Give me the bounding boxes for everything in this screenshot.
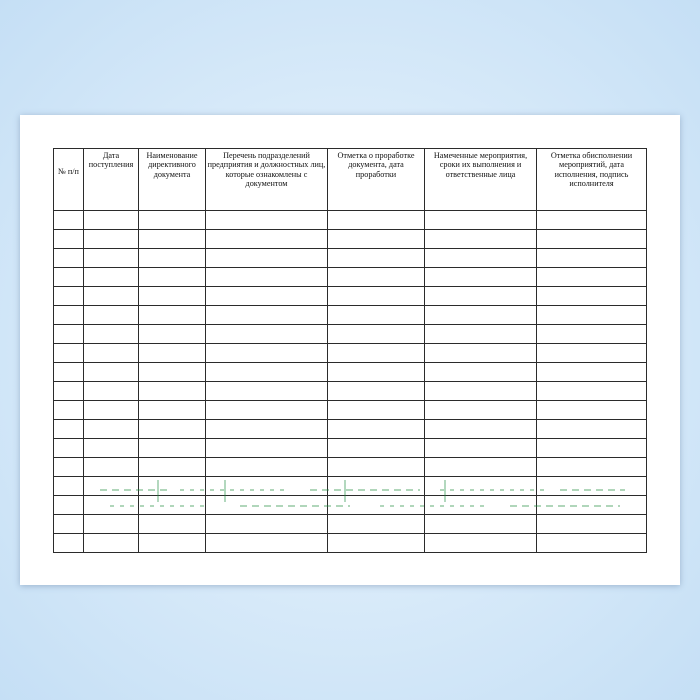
table-cell: [425, 211, 537, 230]
table-cell: [537, 439, 647, 458]
table-cell: [425, 344, 537, 363]
table-cell: [425, 515, 537, 534]
table-cell: [537, 534, 647, 553]
table-cell: [54, 230, 84, 249]
table-cell: [84, 268, 139, 287]
table-cell: [54, 287, 84, 306]
table-row: [54, 344, 647, 363]
table-cell: [54, 211, 84, 230]
table-cell: [139, 344, 206, 363]
table-cell: [206, 325, 328, 344]
table-cell: [139, 477, 206, 496]
table-cell: [139, 401, 206, 420]
table-cell: [84, 363, 139, 382]
table-cell: [328, 496, 425, 515]
table-cell: [84, 401, 139, 420]
table-cell: [328, 420, 425, 439]
table-cell: [206, 344, 328, 363]
table-cell: [425, 287, 537, 306]
table-cell: [206, 287, 328, 306]
table-cell: [84, 306, 139, 325]
table-row: [54, 439, 647, 458]
table-cell: [206, 477, 328, 496]
table-cell: [139, 230, 206, 249]
table-cell: [54, 382, 84, 401]
table-cell: [84, 382, 139, 401]
journal-body: [54, 211, 647, 553]
table-cell: [537, 211, 647, 230]
col-header-review-mark: Отметка о проработке документа, дата проработки: [328, 149, 425, 211]
table-cell: [139, 420, 206, 439]
table-cell: [425, 439, 537, 458]
table-row: [54, 458, 647, 477]
table-cell: [206, 306, 328, 325]
table-cell: [54, 534, 84, 553]
table-cell: [139, 287, 206, 306]
col-header-document-name: Наименование директивного документа: [139, 149, 206, 211]
table-cell: [328, 515, 425, 534]
table-cell: [206, 268, 328, 287]
table-cell: [84, 496, 139, 515]
table-cell: [328, 287, 425, 306]
table-row: [54, 268, 647, 287]
table-cell: [139, 496, 206, 515]
journal-table: [53, 148, 647, 553]
table-cell: [206, 401, 328, 420]
table-cell: [84, 420, 139, 439]
table-cell: [206, 496, 328, 515]
table-cell: [206, 211, 328, 230]
table-cell: [139, 363, 206, 382]
table-row: [54, 249, 647, 268]
table-cell: [206, 439, 328, 458]
table-row: [54, 477, 647, 496]
table-cell: [328, 534, 425, 553]
table-cell: [425, 325, 537, 344]
table-cell: [425, 401, 537, 420]
table-cell: [425, 268, 537, 287]
table-row: [54, 515, 647, 534]
table-cell: [139, 515, 206, 534]
table-cell: [328, 249, 425, 268]
table-cell: [84, 249, 139, 268]
table-cell: [84, 211, 139, 230]
table-row: [54, 534, 647, 553]
table-cell: [139, 268, 206, 287]
table-cell: [54, 420, 84, 439]
col-header-execution-mark: Отметка обисполнении мероприятий, дата исполнения, подпись исполнителя: [537, 149, 647, 211]
table-cell: [537, 496, 647, 515]
table-cell: [54, 515, 84, 534]
table-cell: [54, 249, 84, 268]
table-cell: [206, 382, 328, 401]
table-cell: [328, 477, 425, 496]
table-cell: [54, 363, 84, 382]
table-cell: [537, 477, 647, 496]
table-cell: [425, 306, 537, 325]
table-row: [54, 382, 647, 401]
table-cell: [537, 325, 647, 344]
table-cell: [54, 325, 84, 344]
table-cell: [537, 249, 647, 268]
table-cell: [206, 363, 328, 382]
table-cell: [537, 382, 647, 401]
table-cell: [139, 306, 206, 325]
table-cell: [537, 306, 647, 325]
table-cell: [84, 477, 139, 496]
table-cell: [139, 211, 206, 230]
table-cell: [54, 439, 84, 458]
table-row: [54, 401, 647, 420]
table-cell: [84, 344, 139, 363]
table-cell: [425, 363, 537, 382]
table-cell: [54, 458, 84, 477]
table-cell: [328, 382, 425, 401]
table-cell: [54, 344, 84, 363]
table-cell: [537, 230, 647, 249]
table-cell: [537, 401, 647, 420]
table-cell: [206, 515, 328, 534]
table-cell: [425, 230, 537, 249]
table-cell: [206, 420, 328, 439]
col-header-planned-measures: Намеченные мероприятия, сроки их выполнения и ответственные лица: [425, 149, 537, 211]
table-cell: [54, 401, 84, 420]
table-cell: [139, 439, 206, 458]
col-header-departments: Перечень подразделений предприятия и должностных лиц, которые ознакомлены с документом: [206, 149, 328, 211]
table-cell: [54, 268, 84, 287]
table-cell: [328, 268, 425, 287]
table-cell: [84, 534, 139, 553]
table-cell: [328, 401, 425, 420]
table-row: [54, 230, 647, 249]
table-row: [54, 496, 647, 515]
table-cell: [206, 458, 328, 477]
table-row: [54, 211, 647, 230]
table-cell: [54, 306, 84, 325]
table-cell: [425, 534, 537, 553]
table-cell: [425, 477, 537, 496]
table-cell: [328, 211, 425, 230]
document-sheet: [20, 115, 680, 585]
table-cell: [84, 230, 139, 249]
table-cell: [206, 230, 328, 249]
table-cell: [537, 420, 647, 439]
table-cell: [328, 230, 425, 249]
header-row: [54, 149, 647, 211]
table-cell: [84, 458, 139, 477]
table-cell: [537, 268, 647, 287]
col-header-number: № п/п: [54, 149, 84, 211]
table-cell: [328, 344, 425, 363]
table-cell: [139, 458, 206, 477]
table-cell: [537, 515, 647, 534]
table-cell: [206, 534, 328, 553]
table-cell: [537, 344, 647, 363]
table-cell: [425, 249, 537, 268]
table-cell: [537, 363, 647, 382]
table-cell: [139, 325, 206, 344]
table-cell: [328, 363, 425, 382]
table-cell: [537, 458, 647, 477]
table-row: [54, 287, 647, 306]
table-cell: [425, 458, 537, 477]
table-cell: [139, 382, 206, 401]
table-row: [54, 363, 647, 382]
table-cell: [84, 439, 139, 458]
table-cell: [328, 458, 425, 477]
table-cell: [84, 287, 139, 306]
table-cell: [139, 249, 206, 268]
table-row: [54, 420, 647, 439]
table-cell: [54, 496, 84, 515]
table-cell: [139, 534, 206, 553]
table-cell: [328, 306, 425, 325]
table-cell: [425, 382, 537, 401]
table-cell: [84, 325, 139, 344]
col-header-receipt-date: Дата поступления: [84, 149, 139, 211]
table-cell: [84, 515, 139, 534]
table-cell: [425, 496, 537, 515]
table-row: [54, 325, 647, 344]
table-cell: [328, 325, 425, 344]
table-cell: [425, 420, 537, 439]
table-cell: [328, 439, 425, 458]
table-cell: [206, 249, 328, 268]
table-cell: [54, 477, 84, 496]
table-row: [54, 306, 647, 325]
table-cell: [537, 287, 647, 306]
